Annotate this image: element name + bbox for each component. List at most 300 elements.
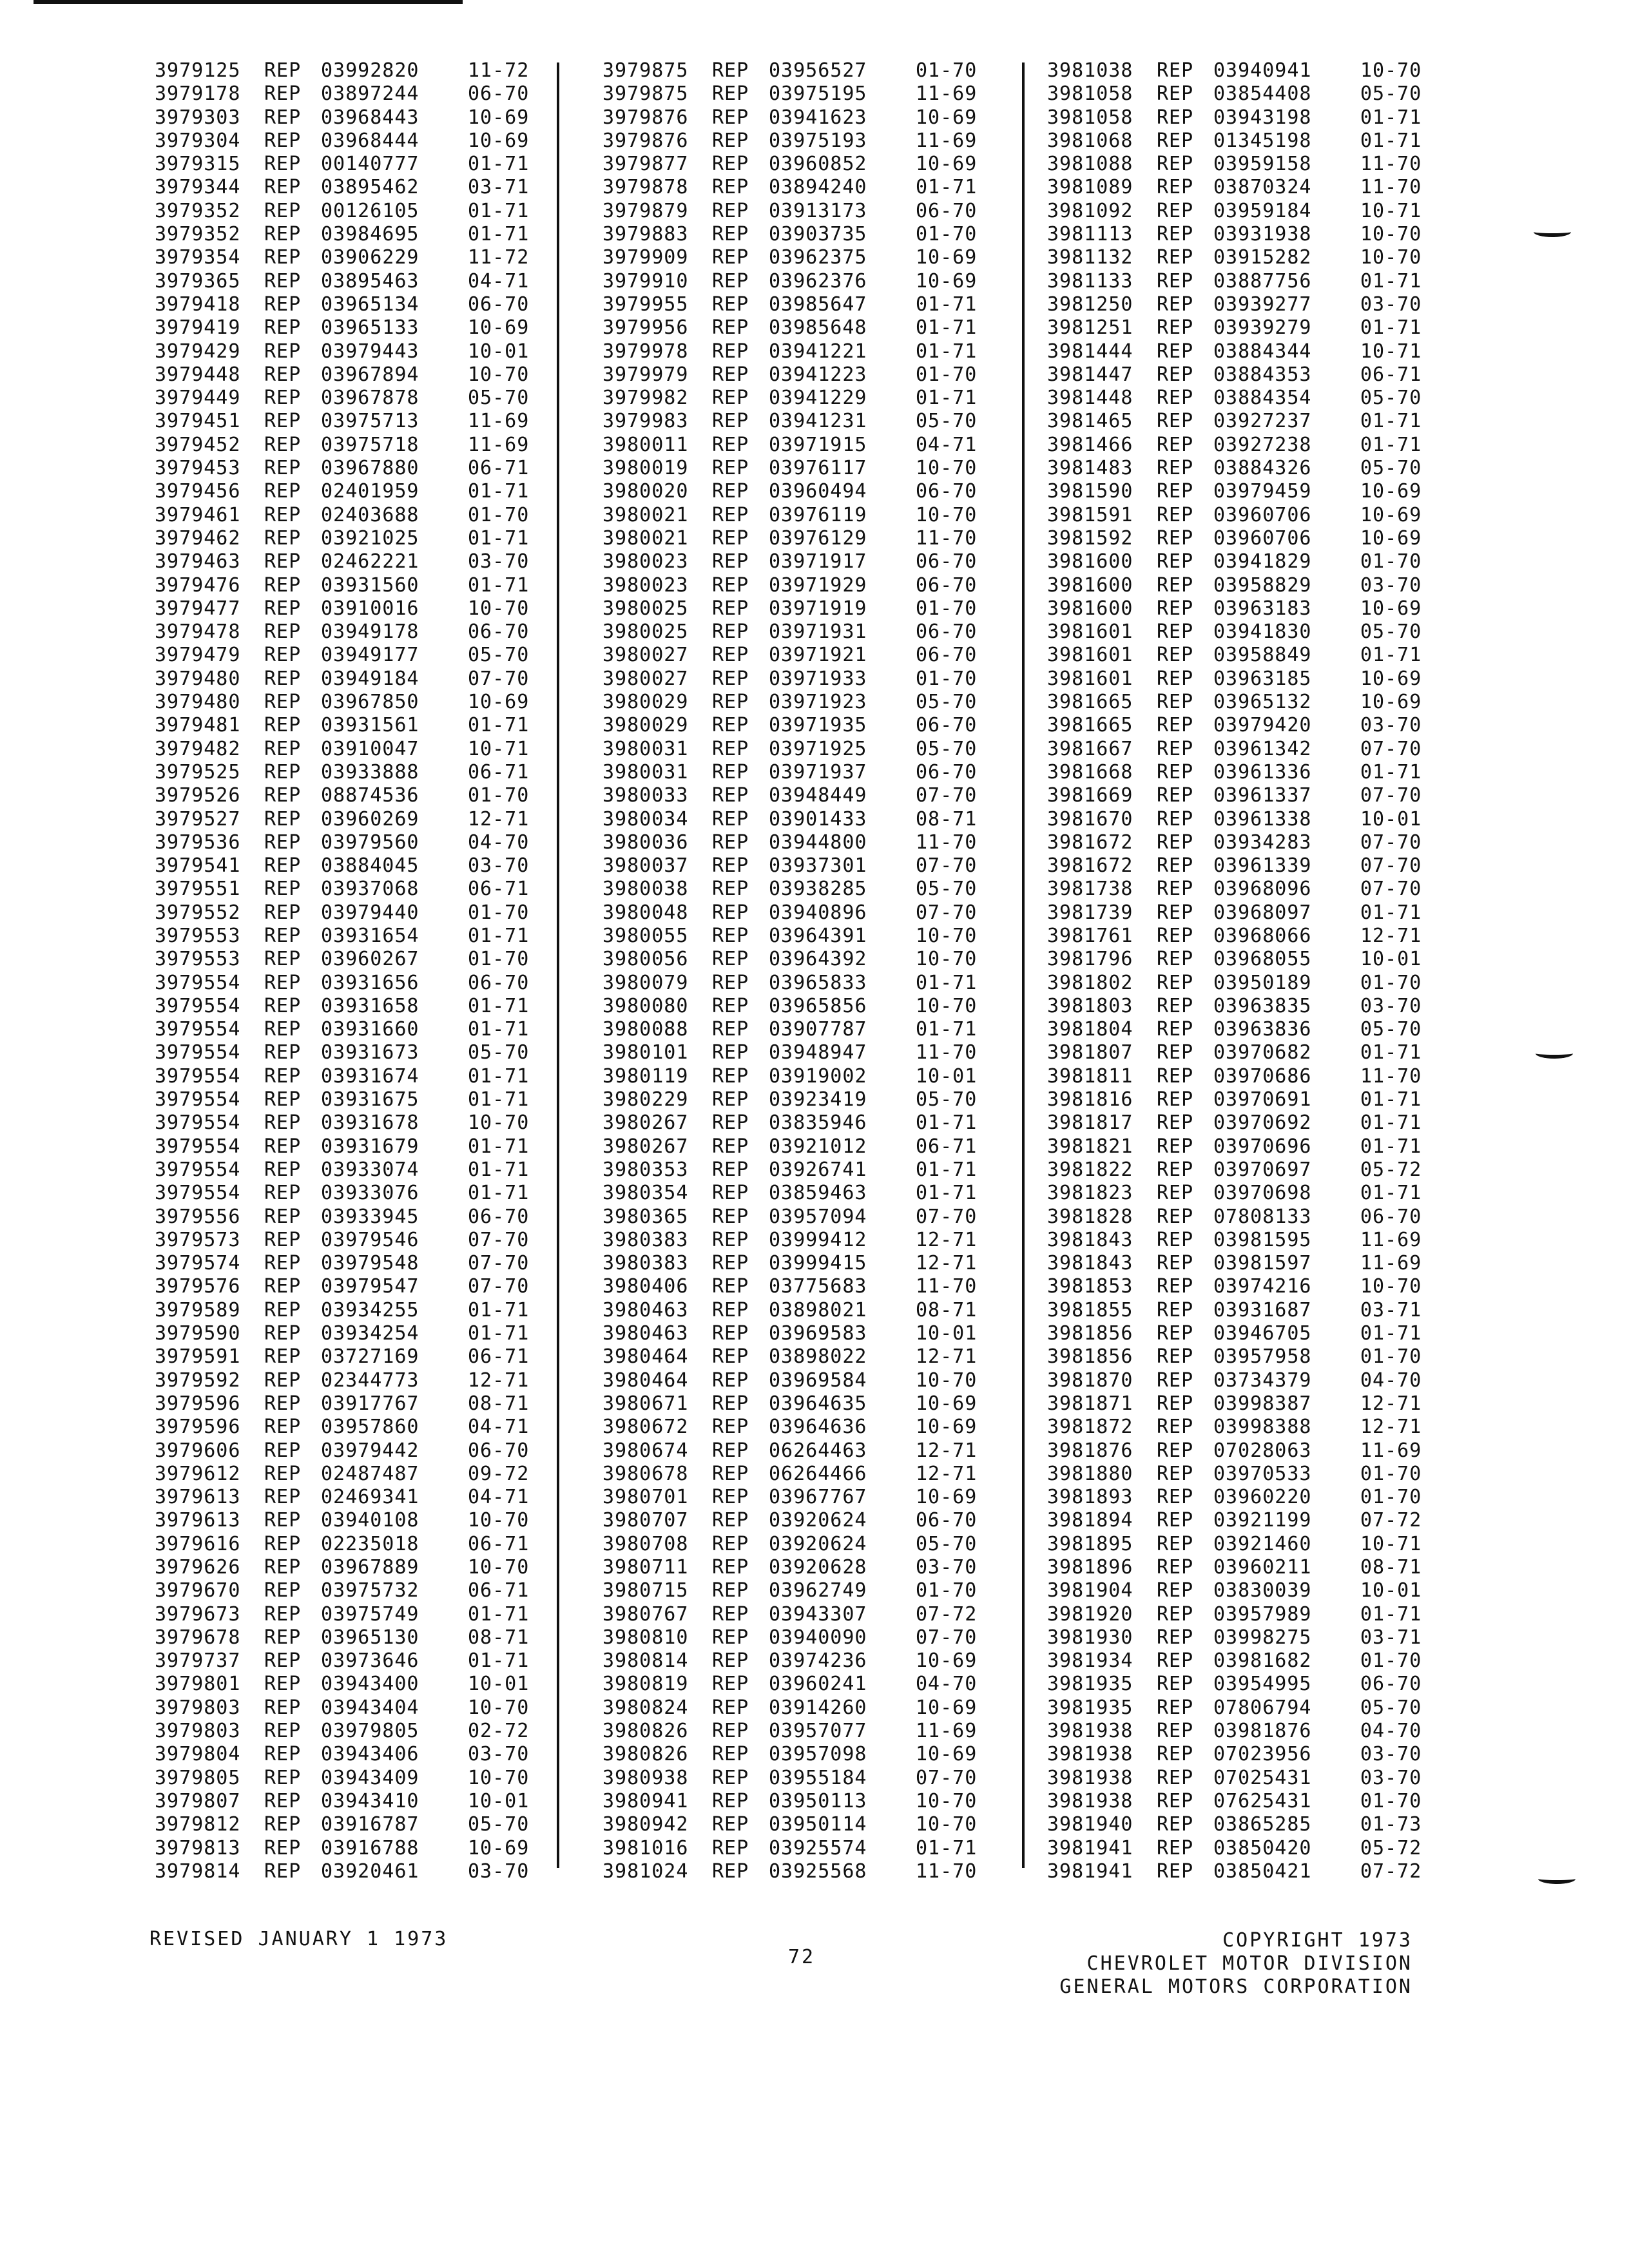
date-code: 07-70 — [468, 667, 530, 690]
replacement-part-number: 03943404 — [321, 1696, 419, 1719]
rep-code: REP — [1157, 1556, 1194, 1579]
replacement-part-number: 03981682 — [1213, 1649, 1312, 1673]
rep-code: REP — [1157, 480, 1194, 503]
rep-code: REP — [264, 503, 302, 526]
rep-code: REP — [264, 1813, 302, 1836]
replacement-part-number: 03937068 — [321, 878, 419, 901]
list-item — [155, 82, 532, 106]
part-number: 3980023 — [602, 550, 689, 573]
date-code: 06-70 — [916, 199, 978, 222]
replacement-part-number: 03775683 — [769, 1275, 867, 1298]
replacement-part-number: 03970686 — [1213, 1064, 1312, 1088]
rep-code: REP — [1157, 176, 1194, 199]
replacement-part-number: 03970697 — [1213, 1158, 1312, 1181]
part-number: 3981448 — [1047, 387, 1133, 410]
list-item — [1047, 316, 1425, 340]
rep-code: REP — [264, 971, 302, 994]
part-number: 3981822 — [1047, 1158, 1133, 1181]
part-number: 3981823 — [1047, 1182, 1133, 1205]
rep-code: REP — [1157, 971, 1194, 994]
part-number: 3979670 — [155, 1579, 241, 1602]
copyright-line: COPYRIGHT 1973 — [1222, 1929, 1412, 1952]
date-code: 11-70 — [1360, 176, 1422, 199]
rep-code: REP — [712, 503, 749, 526]
rep-code: REP — [712, 644, 749, 667]
replacement-part-number: 03961342 — [1213, 737, 1312, 760]
part-number: 3981938 — [1047, 1766, 1133, 1789]
replacement-part-number: 03976117 — [769, 457, 867, 480]
rep-code: REP — [1157, 153, 1194, 176]
date-code: 01-71 — [1360, 106, 1422, 129]
date-code: 01-70 — [1360, 1649, 1422, 1673]
replacement-part-number: 03999412 — [769, 1228, 867, 1251]
rep-code: REP — [712, 526, 749, 550]
replacement-part-number: 03949177 — [321, 644, 419, 667]
part-number: 3981935 — [1047, 1673, 1133, 1696]
part-number: 3980048 — [602, 901, 689, 924]
list-item — [1047, 1579, 1425, 1602]
replacement-part-number: 03957077 — [769, 1720, 867, 1743]
date-code: 12-71 — [1360, 1416, 1422, 1439]
part-number: 3980810 — [602, 1626, 689, 1649]
part-number: 3979480 — [155, 667, 241, 690]
part-number: 3979979 — [602, 363, 689, 386]
list-item — [602, 410, 980, 433]
rep-code: REP — [712, 1228, 749, 1251]
part-number: 3979451 — [155, 410, 241, 433]
part-number: 3981113 — [1047, 223, 1133, 246]
rep-code: REP — [712, 176, 749, 199]
list-item — [155, 106, 532, 130]
rep-code: REP — [712, 1111, 749, 1135]
part-number: 3981856 — [1047, 1322, 1133, 1345]
rep-code: REP — [1157, 644, 1194, 667]
part-number: 3981590 — [1047, 480, 1133, 503]
rep-code: REP — [1157, 1158, 1194, 1181]
date-code: 01-71 — [468, 994, 530, 1017]
list-item — [1047, 1720, 1425, 1743]
replacement-part-number: 03906229 — [321, 246, 419, 269]
list-item — [155, 1486, 532, 1509]
part-number: 3981807 — [1047, 1041, 1133, 1064]
replacement-part-number: 03971937 — [769, 760, 867, 783]
replacement-part-number: 03957098 — [769, 1743, 867, 1766]
rep-code: REP — [1157, 1135, 1194, 1158]
rep-code: REP — [1157, 1720, 1194, 1743]
list-item — [155, 1673, 532, 1696]
part-number: 3979541 — [155, 854, 241, 878]
date-code: 01-71 — [916, 316, 978, 340]
replacement-part-number: 03915282 — [1213, 246, 1312, 269]
list-item — [1047, 1626, 1425, 1649]
list-item — [155, 1065, 532, 1088]
part-number: 3980037 — [602, 854, 689, 878]
date-code: 01-71 — [916, 387, 978, 410]
rep-code: REP — [1157, 269, 1194, 293]
date-code: 08-71 — [468, 1392, 530, 1415]
replacement-part-number: 03970692 — [1213, 1111, 1312, 1135]
part-number: 3981930 — [1047, 1626, 1133, 1649]
replacement-part-number: 03970682 — [1213, 1041, 1312, 1064]
list-item — [1047, 1509, 1425, 1532]
date-code: 06-71 — [468, 1532, 530, 1555]
part-number: 3979554 — [155, 1158, 241, 1181]
replacement-part-number: 03916787 — [321, 1813, 419, 1836]
date-code: 03-70 — [1360, 714, 1422, 737]
date-code: 01-70 — [468, 784, 530, 807]
date-code: 06-70 — [916, 714, 978, 737]
replacement-part-number: 07806794 — [1213, 1696, 1312, 1719]
part-number: 3980027 — [602, 644, 689, 667]
list-item — [155, 738, 532, 761]
date-code: 01-71 — [1360, 901, 1422, 924]
date-code: 10-70 — [468, 1766, 530, 1789]
date-code: 12-71 — [916, 1228, 978, 1251]
replacement-part-number: 03985647 — [769, 293, 867, 316]
rep-code: REP — [1157, 199, 1194, 222]
rep-code: REP — [712, 924, 749, 947]
date-code: 03-70 — [1360, 1766, 1422, 1789]
list-item — [1047, 1533, 1425, 1556]
list-item — [155, 1229, 532, 1252]
replacement-part-number: 03969583 — [769, 1322, 867, 1345]
rep-code: REP — [712, 1322, 749, 1345]
rep-code: REP — [264, 387, 302, 410]
replacement-part-number: 03927237 — [1213, 410, 1312, 433]
replacement-part-number: 03970698 — [1213, 1182, 1312, 1205]
column-divider — [557, 62, 559, 1868]
date-code: 05-70 — [468, 1041, 530, 1064]
replacement-part-number: 03998387 — [1213, 1392, 1312, 1415]
date-code: 07-70 — [468, 1252, 530, 1275]
replacement-part-number: 03998275 — [1213, 1626, 1312, 1649]
date-code: 05-72 — [1360, 1158, 1422, 1181]
replacement-part-number: 03971929 — [769, 573, 867, 597]
rep-code: REP — [1157, 1649, 1194, 1673]
part-number: 3979553 — [155, 948, 241, 971]
date-code: 07-70 — [1360, 878, 1422, 901]
part-number: 3981024 — [602, 1860, 689, 1883]
date-code: 10-69 — [916, 106, 978, 129]
rep-code: REP — [1157, 1532, 1194, 1555]
replacement-part-number: 03934255 — [321, 1298, 419, 1321]
list-item — [1047, 1439, 1425, 1463]
rep-code: REP — [712, 1205, 749, 1228]
part-number: 3980055 — [602, 924, 689, 947]
date-code: 10-01 — [916, 1322, 978, 1345]
part-number: 3980353 — [602, 1158, 689, 1181]
rep-code: REP — [712, 1836, 749, 1860]
part-number: 3981132 — [1047, 246, 1133, 269]
rep-code: REP — [264, 526, 302, 550]
rep-code: REP — [1157, 714, 1194, 737]
rep-code: REP — [712, 82, 749, 106]
date-code: 01-71 — [468, 153, 530, 176]
rep-code: REP — [264, 737, 302, 760]
date-code: 10-70 — [916, 994, 978, 1017]
date-code: 01-71 — [916, 340, 978, 363]
list-item — [1047, 293, 1425, 316]
list-item — [1047, 59, 1425, 82]
part-number: 3979875 — [602, 59, 689, 82]
list-item — [1047, 761, 1425, 784]
rep-code: REP — [1157, 410, 1194, 433]
list-item — [602, 82, 980, 106]
date-code: 12-71 — [468, 807, 530, 831]
rep-code: REP — [712, 1509, 749, 1532]
rep-code: REP — [1157, 1228, 1194, 1251]
replacement-part-number: 03965132 — [1213, 691, 1312, 714]
replacement-part-number: 00126105 — [321, 199, 419, 222]
rep-code: REP — [712, 1369, 749, 1392]
replacement-part-number: 03898022 — [769, 1345, 867, 1369]
date-code: 10-69 — [1360, 597, 1422, 620]
rep-code: REP — [1157, 1462, 1194, 1485]
replacement-part-number: 03917767 — [321, 1392, 419, 1415]
replacement-part-number: 03970533 — [1213, 1462, 1312, 1485]
replacement-part-number: 03981597 — [1213, 1252, 1312, 1275]
replacement-part-number: 03973646 — [321, 1649, 419, 1673]
rep-code: REP — [712, 1789, 749, 1812]
rep-code: REP — [712, 1298, 749, 1321]
part-number: 3981803 — [1047, 994, 1133, 1017]
rep-code: REP — [264, 269, 302, 293]
part-number: 3981817 — [1047, 1111, 1133, 1135]
rep-code: REP — [712, 1486, 749, 1509]
replacement-part-number: 03934254 — [321, 1322, 419, 1345]
date-code: 10-71 — [1360, 340, 1422, 363]
part-number: 3979303 — [155, 106, 241, 129]
date-code: 10-01 — [916, 1064, 978, 1088]
rep-code: REP — [712, 901, 749, 924]
list-item — [1047, 200, 1425, 223]
part-number: 3979737 — [155, 1649, 241, 1673]
date-code: 10-69 — [916, 1486, 978, 1509]
rep-code: REP — [1157, 948, 1194, 971]
list-item — [602, 1065, 980, 1088]
date-code: 08-71 — [916, 1298, 978, 1321]
list-item — [1047, 948, 1425, 971]
date-code: 07-70 — [468, 1228, 530, 1251]
list-item — [155, 316, 532, 340]
list-item — [155, 153, 532, 176]
replacement-part-number: 02469341 — [321, 1486, 419, 1509]
rep-code: REP — [1157, 597, 1194, 620]
part-number: 3979452 — [155, 433, 241, 456]
rep-code: REP — [264, 854, 302, 878]
date-code: 04-70 — [916, 1673, 978, 1696]
list-item — [155, 434, 532, 457]
replacement-part-number: 03727169 — [321, 1345, 419, 1369]
part-number: 3979626 — [155, 1556, 241, 1579]
list-item — [155, 1533, 532, 1556]
part-number: 3979476 — [155, 573, 241, 597]
date-code: 01-71 — [468, 1298, 530, 1321]
date-code: 11-70 — [916, 831, 978, 854]
list-item — [602, 597, 980, 620]
part-number: 3979955 — [602, 293, 689, 316]
part-number: 3979801 — [155, 1673, 241, 1696]
list-item — [155, 784, 532, 807]
list-item — [1047, 831, 1425, 854]
list-item — [602, 130, 980, 153]
part-number: 3980021 — [602, 526, 689, 550]
part-number: 3980941 — [602, 1789, 689, 1812]
date-code: 11-69 — [468, 433, 530, 456]
replacement-part-number: 03967878 — [321, 387, 419, 410]
list-item — [155, 1837, 532, 1860]
replacement-part-number: 03948947 — [769, 1041, 867, 1064]
list-item — [155, 901, 532, 925]
list-item — [1047, 1158, 1425, 1182]
rep-code: REP — [264, 1392, 302, 1415]
date-code: 01-70 — [1360, 971, 1422, 994]
rep-code: REP — [1157, 1743, 1194, 1766]
part-number: 3981856 — [1047, 1345, 1133, 1369]
rep-code: REP — [264, 1205, 302, 1228]
rep-code: REP — [264, 129, 302, 152]
part-number: 3981601 — [1047, 620, 1133, 644]
date-code: 01-71 — [468, 1322, 530, 1345]
part-number: 3979481 — [155, 714, 241, 737]
part-number: 3981016 — [602, 1836, 689, 1860]
part-number: 3981068 — [1047, 129, 1133, 152]
rep-code: REP — [264, 316, 302, 340]
rep-code: REP — [264, 1345, 302, 1369]
parts-column-3 — [1047, 59, 1425, 1883]
parts-column-2 — [602, 59, 980, 1883]
list-item — [155, 1439, 532, 1463]
rep-code: REP — [712, 106, 749, 129]
part-number: 3979554 — [155, 1064, 241, 1088]
part-number: 3979482 — [155, 737, 241, 760]
list-item — [155, 1767, 532, 1790]
part-number: 3979536 — [155, 831, 241, 854]
part-number: 3979525 — [155, 760, 241, 783]
date-code: 11-69 — [916, 1720, 978, 1743]
date-code: 01-71 — [1360, 269, 1422, 293]
replacement-part-number: 03971917 — [769, 550, 867, 573]
rep-code: REP — [1157, 1836, 1194, 1860]
part-number: 3979589 — [155, 1298, 241, 1321]
part-number: 3979554 — [155, 994, 241, 1017]
list-item — [1047, 1649, 1425, 1673]
part-number: 3981592 — [1047, 526, 1133, 550]
rep-code: REP — [264, 1182, 302, 1205]
date-code: 06-71 — [468, 1345, 530, 1369]
replacement-part-number: 03975718 — [321, 433, 419, 456]
replacement-part-number: 03971933 — [769, 667, 867, 690]
date-code: 11-69 — [916, 82, 978, 106]
date-code: 10-01 — [468, 1673, 530, 1696]
part-number: 3980406 — [602, 1275, 689, 1298]
date-code: 07-70 — [916, 784, 978, 807]
rep-code: REP — [264, 1041, 302, 1064]
date-code: 11-72 — [468, 59, 530, 82]
replacement-part-number: 03963185 — [1213, 667, 1312, 690]
list-item — [602, 1533, 980, 1556]
date-code: 03-70 — [916, 1556, 978, 1579]
list-item — [602, 808, 980, 831]
date-code: 10-69 — [468, 316, 530, 340]
part-number: 3981600 — [1047, 573, 1133, 597]
rep-code: REP — [712, 387, 749, 410]
rep-code: REP — [1157, 994, 1194, 1017]
replacement-part-number: 03960211 — [1213, 1556, 1312, 1579]
part-number: 3980826 — [602, 1743, 689, 1766]
rep-code: REP — [264, 176, 302, 199]
replacement-part-number: 03958829 — [1213, 573, 1312, 597]
rep-code: REP — [264, 363, 302, 386]
date-code: 01-71 — [468, 924, 530, 947]
part-number: 3981843 — [1047, 1228, 1133, 1251]
replacement-part-number: 03961338 — [1213, 807, 1312, 831]
replacement-part-number: 03979805 — [321, 1720, 419, 1743]
rep-code: REP — [712, 1860, 749, 1883]
date-code: 04-70 — [468, 831, 530, 854]
rep-code: REP — [1157, 1111, 1194, 1135]
replacement-part-number: 03920624 — [769, 1509, 867, 1532]
replacement-part-number: 03887756 — [1213, 269, 1312, 293]
part-number: 3979883 — [602, 223, 689, 246]
replacement-part-number: 03931560 — [321, 573, 419, 597]
part-number: 3979125 — [155, 59, 241, 82]
part-number: 3979982 — [602, 387, 689, 410]
date-code: 05-70 — [1360, 620, 1422, 644]
part-number: 3979813 — [155, 1836, 241, 1860]
list-item — [155, 574, 532, 597]
list-item — [602, 948, 980, 971]
rep-code: REP — [264, 1836, 302, 1860]
rep-code: REP — [1157, 246, 1194, 269]
list-item — [602, 1275, 980, 1298]
part-number: 3981821 — [1047, 1135, 1133, 1158]
list-item — [1047, 106, 1425, 130]
rep-code: REP — [712, 1532, 749, 1555]
part-number: 3980267 — [602, 1135, 689, 1158]
list-item — [1047, 995, 1425, 1018]
replacement-part-number: 03931675 — [321, 1088, 419, 1111]
part-number: 3979552 — [155, 901, 241, 924]
rep-code: REP — [264, 1649, 302, 1673]
part-number: 3979983 — [602, 410, 689, 433]
replacement-part-number: 03919002 — [769, 1064, 867, 1088]
list-item — [1047, 1135, 1425, 1158]
date-code: 05-70 — [916, 691, 978, 714]
replacement-part-number: 03949184 — [321, 667, 419, 690]
list-item — [155, 644, 532, 667]
part-number: 3981802 — [1047, 971, 1133, 994]
replacement-part-number: 03968066 — [1213, 924, 1312, 947]
part-number: 3981601 — [1047, 667, 1133, 690]
part-number: 3979909 — [602, 246, 689, 269]
rep-code: REP — [264, 644, 302, 667]
replacement-part-number: 03960269 — [321, 807, 419, 831]
replacement-part-number: 03963835 — [1213, 994, 1312, 1017]
list-item — [602, 363, 980, 387]
list-item — [155, 1275, 532, 1298]
rep-code: REP — [264, 433, 302, 456]
list-item — [602, 270, 980, 293]
replacement-part-number: 03941223 — [769, 363, 867, 386]
part-number: 3980942 — [602, 1813, 689, 1836]
list-item — [602, 1182, 980, 1205]
list-item — [1047, 1111, 1425, 1135]
list-item — [155, 223, 532, 246]
rep-code: REP — [712, 831, 749, 854]
rep-code: REP — [264, 948, 302, 971]
replacement-part-number: 03965833 — [769, 971, 867, 994]
